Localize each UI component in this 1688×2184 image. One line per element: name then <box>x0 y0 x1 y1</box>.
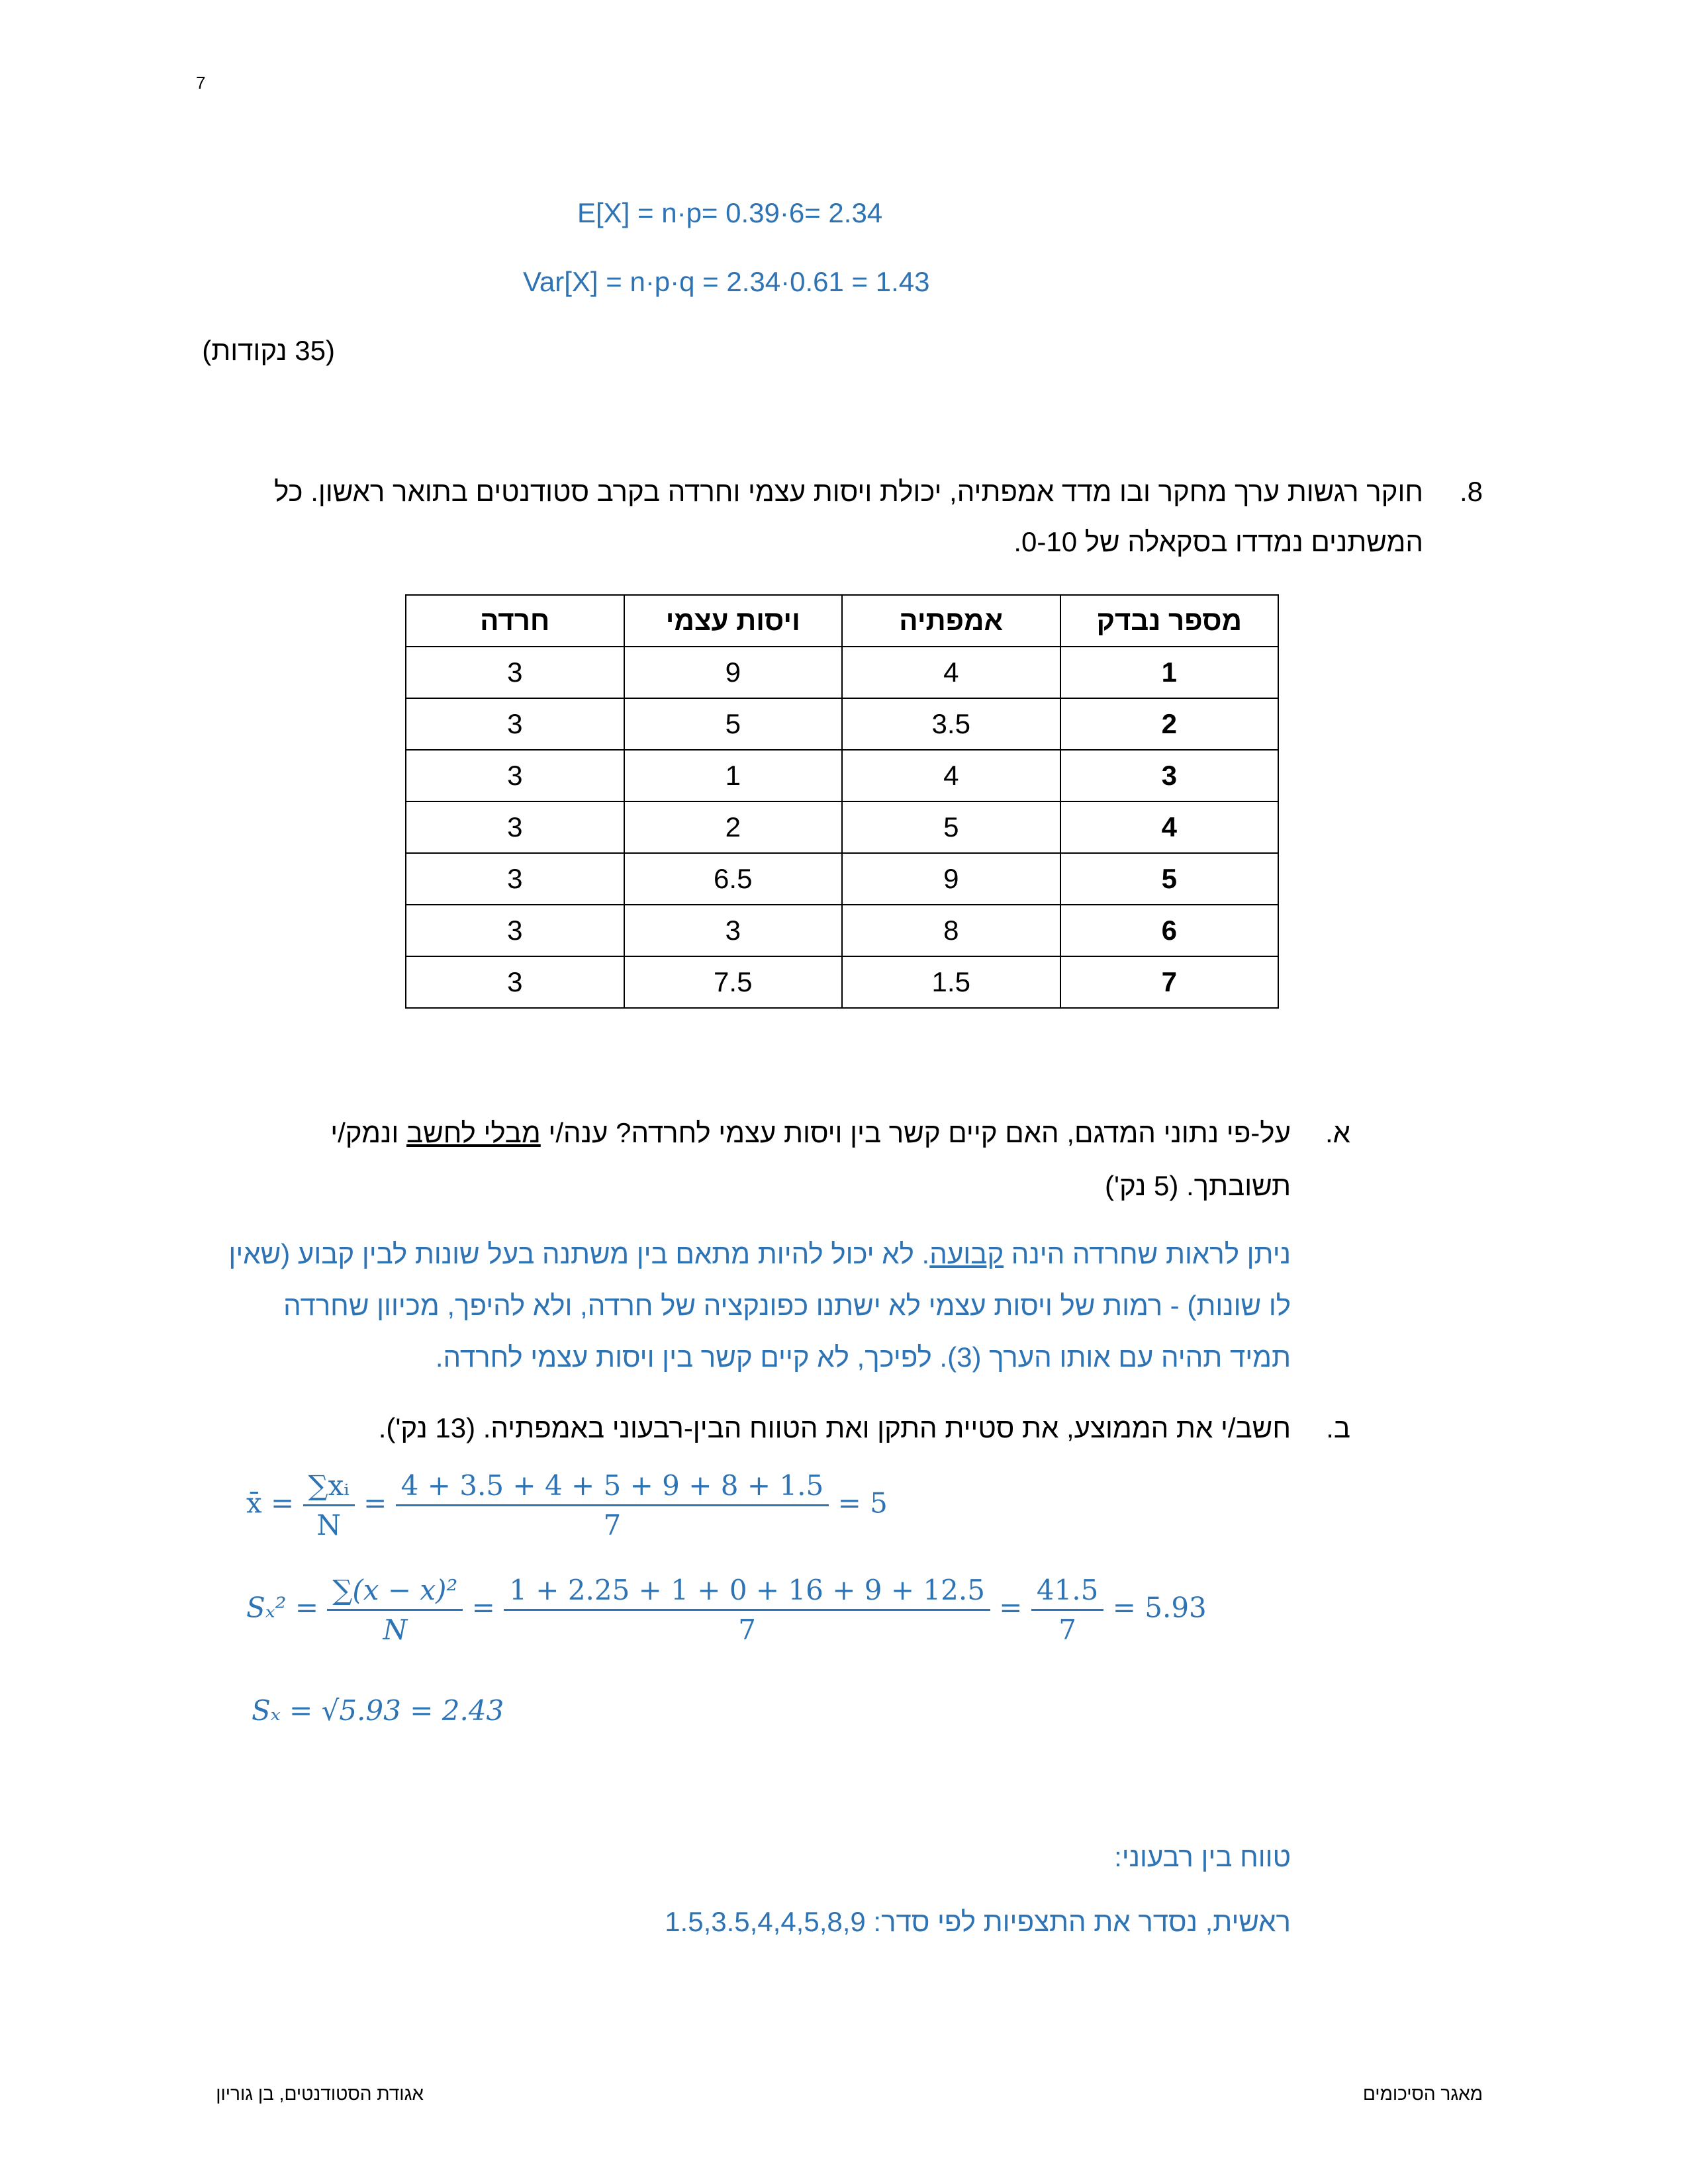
cell-subject: 4 <box>1060 801 1279 853</box>
iqr-line <box>665 1906 1291 1938</box>
variance-lhs: Sₓ² = <box>246 1591 319 1624</box>
part-a-text-after: ונמק/י <box>330 1117 406 1148</box>
mean-den1: N <box>316 1509 342 1541</box>
sd-equation: Sₓ = √5.93 = 2.43 <box>252 1694 504 1727</box>
footer-right: מאגר הסיכומים <box>1362 2083 1483 2104</box>
header-self-regulation: ויסות עצמי <box>624 595 843 647</box>
cell-anxiety: 3 <box>406 956 624 1008</box>
answer-a-line2: לו שונות) - רמות של ויסות עצמי לא ישתנו כפונקציה של חרדה, ולא להיפך, מכיוון שחרדה <box>283 1290 1291 1321</box>
part-a-line2: תשובתך. (5 נק') <box>1105 1170 1291 1201</box>
cell-empathy: 4 <box>842 750 1060 801</box>
cell-subject: 5 <box>1060 853 1279 905</box>
cell-empathy: 4 <box>842 647 1060 698</box>
variance-num3: 41.5 <box>1031 1574 1104 1611</box>
variance-result: = 5.93 <box>1112 1591 1207 1624</box>
part-b-text: חשב/י את הממוצע, את סטיית התקן ואת הטווח הבין-רבעוני באמפתיה. (13 נק'). <box>378 1412 1291 1443</box>
footer-left: אגודת הסטודנטים, בן גוריון <box>216 2083 424 2104</box>
part-a-marker: א. <box>1325 1117 1350 1148</box>
mean-result: = 5 <box>837 1486 888 1520</box>
iqr-title: טווח בין רבעוני: <box>1114 1841 1291 1872</box>
cell-empathy: 8 <box>842 905 1060 956</box>
mean-den2: 7 <box>603 1509 622 1541</box>
answer-a <box>139 1228 1291 1383</box>
header-subject: מספר נבדק <box>1060 595 1279 647</box>
part-a-text: על-פי נתוני המדגם, האם קיים קשר בין ויסות עצמי לחרדה? ענה/י <box>540 1117 1291 1148</box>
answer-a-line3: תמיד תהיה עם אותו הערך (3). לפיכך, לא קיים קשר בין ויסות עצמי לחרדה. <box>435 1342 1291 1373</box>
cell-self-regulation: 2 <box>624 801 843 853</box>
cell-subject: 1 <box>1060 647 1279 698</box>
cell-anxiety: 3 <box>406 801 624 853</box>
answer-a-text-after: . לא יכול להיות מתאם בין משתנה בעל שונות לבין קבוע (שאין <box>228 1238 930 1269</box>
variance-eq2: = <box>999 1591 1023 1624</box>
cell-empathy: 3.5 <box>842 698 1060 750</box>
part-a-line1 <box>298 1107 1291 1160</box>
variance-eq1: = <box>471 1591 495 1624</box>
data-table <box>405 594 1279 1009</box>
mean-equation <box>246 1469 888 1541</box>
variance-den1: N <box>383 1614 408 1646</box>
variance-num1: ∑(x − x)² <box>327 1574 463 1611</box>
points-note: (35 נקודות) <box>202 335 335 366</box>
mean-num1: ∑xᵢ <box>303 1469 355 1506</box>
cell-subject: 3 <box>1060 750 1279 801</box>
table-row <box>406 750 1278 801</box>
iqr-line-text: ראשית, נסדר את התצפיות לפי סדר: <box>865 1906 1291 1937</box>
table-row <box>406 698 1278 750</box>
cell-self-regulation: 6.5 <box>624 853 843 905</box>
variance-fraction-2 <box>504 1574 990 1646</box>
variance-equation <box>246 1574 1207 1646</box>
cell-anxiety: 3 <box>406 750 624 801</box>
variance-den3: 7 <box>1058 1614 1076 1646</box>
mean-num2: 4 + 3.5 + 4 + 5 + 9 + 8 + 1.5 <box>396 1469 829 1506</box>
page-number: 7 <box>196 73 206 93</box>
question-8 <box>232 467 1483 567</box>
table-row <box>406 647 1278 698</box>
cell-anxiety: 3 <box>406 853 624 905</box>
variance-formula: Var[X] = n·p·q = 2.34·0.61 = 1.43 <box>523 266 930 297</box>
cell-self-regulation: 1 <box>624 750 843 801</box>
variance-fraction-1 <box>327 1574 463 1646</box>
cell-subject: 7 <box>1060 956 1279 1008</box>
header-empathy: אמפתיה <box>842 595 1060 647</box>
cell-anxiety: 3 <box>406 905 624 956</box>
answer-a-underlined: קבועה <box>929 1238 1004 1269</box>
table-row <box>406 801 1278 853</box>
answer-a-line1 <box>139 1228 1291 1280</box>
part-a <box>298 1107 1350 1212</box>
cell-subject: 6 <box>1060 905 1279 956</box>
cell-self-regulation: 9 <box>624 647 843 698</box>
table-row <box>406 905 1278 956</box>
table-row <box>406 853 1278 905</box>
question-number: 8. <box>1459 476 1483 507</box>
cell-anxiety: 3 <box>406 698 624 750</box>
iqr-values: 1.5,3.5,4,4,5,8,9 <box>665 1906 866 1937</box>
cell-empathy: 1.5 <box>842 956 1060 1008</box>
answer-a-text: ניתן לראות שחרדה הינה <box>1004 1238 1291 1269</box>
mean-lhs: x̄ = <box>246 1486 295 1520</box>
question-text-line2: המשתנים נמדדו בסקאלה של 0-10. <box>1013 526 1423 557</box>
part-a-underlined: מבלי לחשב <box>406 1117 541 1148</box>
cell-self-regulation: 5 <box>624 698 843 750</box>
cell-empathy: 5 <box>842 801 1060 853</box>
mean-fraction-1 <box>303 1469 355 1541</box>
expectation-formula: E[X] = n·p= 0.39·6= 2.34 <box>577 197 883 228</box>
variance-fraction-3 <box>1031 1574 1104 1646</box>
part-b <box>298 1402 1350 1455</box>
cell-anxiety: 3 <box>406 647 624 698</box>
table-header-row <box>406 595 1278 647</box>
variance-num2: 1 + 2.25 + 1 + 0 + 16 + 9 + 12.5 <box>504 1574 990 1611</box>
cell-subject: 2 <box>1060 698 1279 750</box>
mean-fraction-2 <box>396 1469 829 1541</box>
cell-self-regulation: 7.5 <box>624 956 843 1008</box>
variance-den2: 7 <box>738 1614 756 1646</box>
question-text-line1: חוקר רגשות ערך מחקר ובו מדד אמפתיה, יכולת ויסות עצמי וחרדה בקרב סטודנטים בתואר ראשון. כל <box>274 476 1423 507</box>
cell-empathy: 9 <box>842 853 1060 905</box>
header-anxiety: חרדה <box>406 595 624 647</box>
cell-self-regulation: 3 <box>624 905 843 956</box>
mean-eq: = <box>363 1486 387 1520</box>
table-row <box>406 956 1278 1008</box>
part-b-marker: ב. <box>1326 1412 1350 1443</box>
